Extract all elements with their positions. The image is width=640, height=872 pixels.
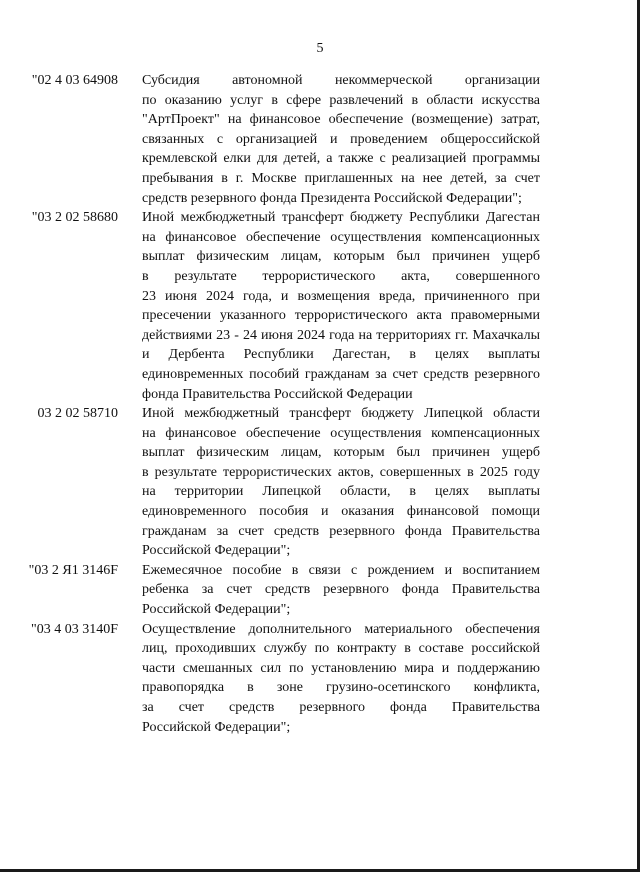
description-line: за счет средств резервного фонда Правительства bbox=[142, 700, 540, 715]
budget-entry bbox=[0, 561, 640, 620]
description-line: Российской Федерации"; bbox=[142, 602, 291, 618]
budget-entry bbox=[0, 71, 640, 208]
budget-code: "02 4 03 64908 bbox=[31, 73, 118, 88]
description-line: Иной межбюджетный трансферт бюджету Липецкой области bbox=[142, 406, 540, 422]
description-line: 23 июня 2024 года, и возмещения вреда, причиненного при bbox=[142, 288, 540, 304]
description-line: Осуществление дополнительного материального обеспечения bbox=[142, 621, 540, 637]
description-line: выплат физическим лицам, которым был причинен ущерб bbox=[142, 445, 540, 461]
budget-description bbox=[142, 620, 540, 738]
description-line: правопорядка в зоне грузино-осетинского конфликта, bbox=[142, 680, 540, 696]
description-line: на финансовое обеспечение осуществления компенсационных bbox=[142, 229, 540, 245]
budget-entry bbox=[0, 208, 640, 404]
description-line: Ежемесячное пособие в связи с рождением и воспитанием bbox=[142, 562, 540, 578]
description-line: кремлевской елки для детей, а также с реализацией программы bbox=[142, 151, 540, 167]
description-line: действиями 23 - 24 июня 2024 года на территориях гг. Махачкалы bbox=[142, 327, 540, 343]
description-line: выплат физическим лицам, которым был причинен ущерб bbox=[142, 249, 540, 265]
description-line: ребенка за счет средств резервного фонда Правительства bbox=[142, 582, 540, 598]
description-line: единовременных пособий гражданам за счет средств резервного bbox=[142, 366, 540, 382]
description-line: Российской Федерации"; bbox=[142, 719, 291, 735]
budget-entry bbox=[0, 620, 640, 738]
description-line: гражданам за счет средств резервного фонда Правительства bbox=[142, 523, 540, 539]
budget-code: "03 4 03 3140F bbox=[30, 621, 118, 637]
description-line: Субсидия автономной некоммерческой организации bbox=[142, 73, 540, 88]
description-line: лиц, проходивших службу по контракту в составе российской bbox=[142, 641, 540, 657]
description-line: по оказанию услуг в сфере развлечений в области искусства bbox=[142, 92, 540, 108]
budget-description bbox=[142, 404, 540, 561]
description-line: "АртПроект" на финансовое обеспечение (возмещение) затрат, bbox=[142, 112, 540, 128]
description-line: единовременного пособия и оказания финансовой помощи bbox=[142, 504, 540, 520]
budget-code: "03 2 Я1 3146F bbox=[28, 562, 118, 578]
description-line: части смешанных сил по установлению мира и поддержанию bbox=[142, 660, 540, 676]
description-line: средств резервного фонда Президента Российской Федерации"; bbox=[142, 190, 522, 206]
description-line: в результате террористических актов, совершенных в 2025 году bbox=[142, 464, 540, 480]
page-number: 5 bbox=[316, 41, 324, 56]
budget-description bbox=[142, 561, 540, 620]
budget-entry bbox=[0, 404, 640, 561]
budget-code: "03 2 02 58680 bbox=[31, 210, 118, 226]
description-line: Иной межбюджетный трансферт бюджету Республики Дагестан bbox=[142, 210, 540, 226]
description-line: на финансовое обеспечение осуществления компенсационных bbox=[142, 425, 540, 441]
description-line: пресечении указанного террористического акта правомерными bbox=[142, 308, 540, 324]
description-line: и Дербента Республики Дагестан, в целях выплаты bbox=[142, 347, 540, 363]
description-line: Российской Федерации"; bbox=[142, 543, 291, 559]
budget-code-list bbox=[0, 71, 640, 737]
description-line: пребывания в г. Москве приглашенных на нее детей, за счет bbox=[142, 170, 540, 186]
description-line: фонда Правительства Российской Федерации bbox=[142, 386, 413, 402]
budget-description bbox=[142, 208, 540, 404]
description-line: на территории Липецкой области, в целях выплаты bbox=[142, 484, 540, 500]
budget-description bbox=[142, 71, 540, 208]
description-line: в результате террористического акта, совершенного bbox=[142, 268, 540, 284]
description-line: связанных с организацией и проведением общероссийской bbox=[142, 131, 540, 147]
budget-code: 03 2 02 58710 bbox=[37, 406, 118, 422]
